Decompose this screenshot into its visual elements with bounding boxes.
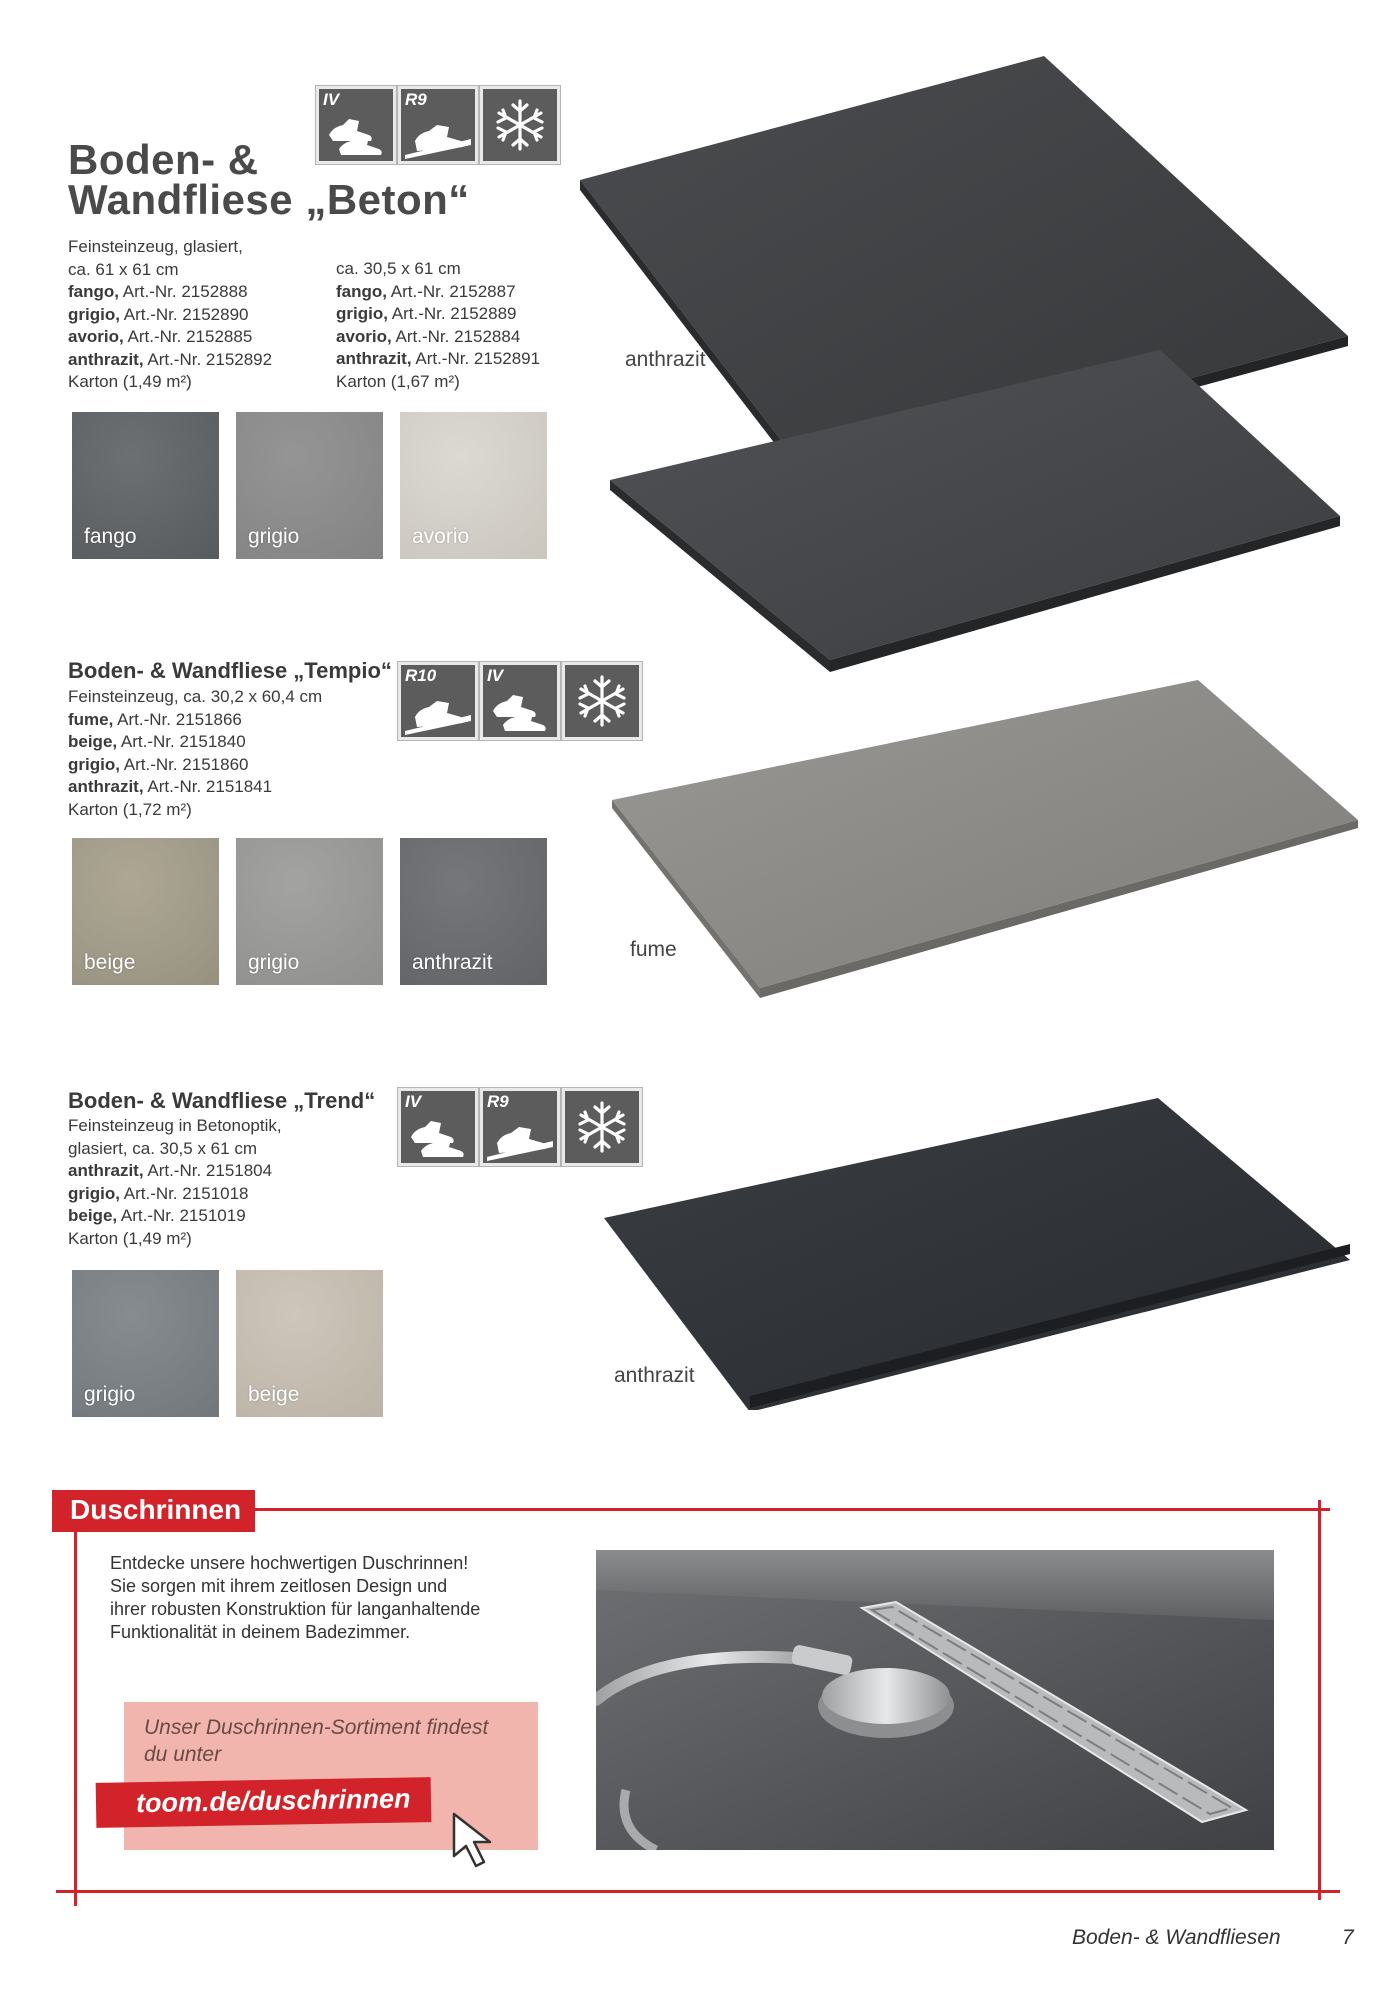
trend-photo-label: anthrazit [614, 1364, 695, 1387]
swatch-beige: beige [236, 1270, 383, 1417]
duschrinnen-text: Entdecke unsere hochwertigen Duschrinnen! Sie sorgen mit ihrem zeitlosen Design und ihrer robusten Konstruktion für langanhaltende Funktionalität in deinem Badezimmer. [110, 1553, 481, 1642]
frame-right [1318, 1500, 1321, 1900]
swatch-fango: fango [72, 412, 219, 559]
spec-karton: Karton (1,72 m²) [68, 799, 192, 819]
ramp-rating-icon: R9 [480, 1088, 560, 1166]
spec-item: anthrazit, Art.-Nr. 2152891 [336, 349, 541, 368]
slip-rating-icon: IV [398, 1088, 478, 1166]
spec-item: avorio, Art.-Nr. 2152884 [336, 326, 521, 346]
footer-section: Boden- & Wandfliesen [1072, 1926, 1281, 1949]
frame-top [200, 1508, 1330, 1511]
tempio-title: Boden- & Wandfliese „Tempio“ [68, 658, 392, 683]
slip-rating-icon: IV [316, 86, 396, 164]
spec-item: fango, Art.-Nr. 2152888 [68, 282, 248, 301]
swatch-avorio: avorio [400, 412, 547, 559]
beton-spec-col2 [336, 258, 586, 393]
spec-intro: Feinsteinzeug, ca. 30,2 x 60,4 cm [68, 687, 323, 706]
duschrinnen-link[interactable]: toom.de/duschrinnen [96, 1777, 431, 1828]
ramp-rating-icon: R9 [398, 86, 478, 164]
spec-item: beige, Art.-Nr. 2151019 [68, 1206, 246, 1225]
swatch-grigio: grigio [236, 838, 383, 985]
slip-rating-icon: IV [480, 662, 560, 740]
snowflake-icon [480, 86, 560, 164]
spec-intro: glasiert, ca. 30,5 x 61 cm [68, 1138, 257, 1158]
spec-item: anthrazit, Art.-Nr. 2151804 [68, 1161, 273, 1180]
tempio-spec [68, 686, 388, 821]
spec-item: fume, Art.-Nr. 2151866 [68, 709, 242, 729]
spec-karton: Karton (1,49 m²) [68, 1228, 192, 1248]
shower-drain-photo [596, 1550, 1274, 1850]
spec-item: grigio, Art.-Nr. 2152889 [336, 304, 517, 323]
spec-item: fango, Art.-Nr. 2152887 [336, 281, 516, 301]
beton-title-line2: Wandfliese „Beton“ [68, 176, 470, 223]
page-number: 7 [1342, 1926, 1354, 1949]
spec-size: ca. 30,5 x 61 cm [336, 259, 461, 278]
spec-item: grigio, Art.-Nr. 2152890 [68, 304, 249, 324]
spec-intro: Feinsteinzeug in Betonoptik, [68, 1116, 282, 1135]
spec-karton: Karton (1,49 m²) [68, 372, 192, 391]
beton-photo-label: anthrazit [625, 348, 706, 371]
spec-item: grigio, Art.-Nr. 2151018 [68, 1183, 249, 1203]
spec-item: anthrazit, Art.-Nr. 2152892 [68, 349, 273, 369]
swatch-anthrazit: anthrazit [400, 838, 547, 985]
ramp-rating-icon: R10 [398, 662, 478, 740]
spec-size: ca. 61 x 61 cm [68, 259, 179, 279]
beton-title-line1: Boden- & [68, 136, 259, 183]
promo-text: Unser Duschrinnen-Sortiment findest du unter [144, 1716, 489, 1766]
trend-tile-photo [600, 1090, 1360, 1410]
spec-item: anthrazit, Art.-Nr. 2151841 [68, 777, 273, 796]
spec-item: beige, Art.-Nr. 2151840 [68, 732, 246, 751]
duschrinnen-banner: Duschrinnen [52, 1490, 255, 1532]
swatch-grigio: grigio [72, 1270, 219, 1417]
trend-title: Boden- & Wandfliese „Trend“ [68, 1088, 376, 1113]
spec-karton: Karton (1,67 m²) [336, 371, 460, 391]
swatch-beige: beige [72, 838, 219, 985]
spec-intro: Feinsteinzeug, glasiert, [68, 237, 243, 256]
swatch-grigio: grigio [236, 412, 383, 559]
spec-item: avorio, Art.-Nr. 2152885 [68, 327, 253, 346]
cursor-arrow-icon [448, 1810, 508, 1870]
tempio-tile-photo [600, 670, 1360, 1010]
beton-spec-col1 [68, 236, 318, 394]
trend-spec [68, 1115, 388, 1250]
frame-bottom [56, 1890, 1340, 1893]
tempio-photo-label: fume [630, 938, 677, 961]
spec-item: grigio, Art.-Nr. 2151860 [68, 754, 249, 774]
frame-left [74, 1506, 77, 1906]
